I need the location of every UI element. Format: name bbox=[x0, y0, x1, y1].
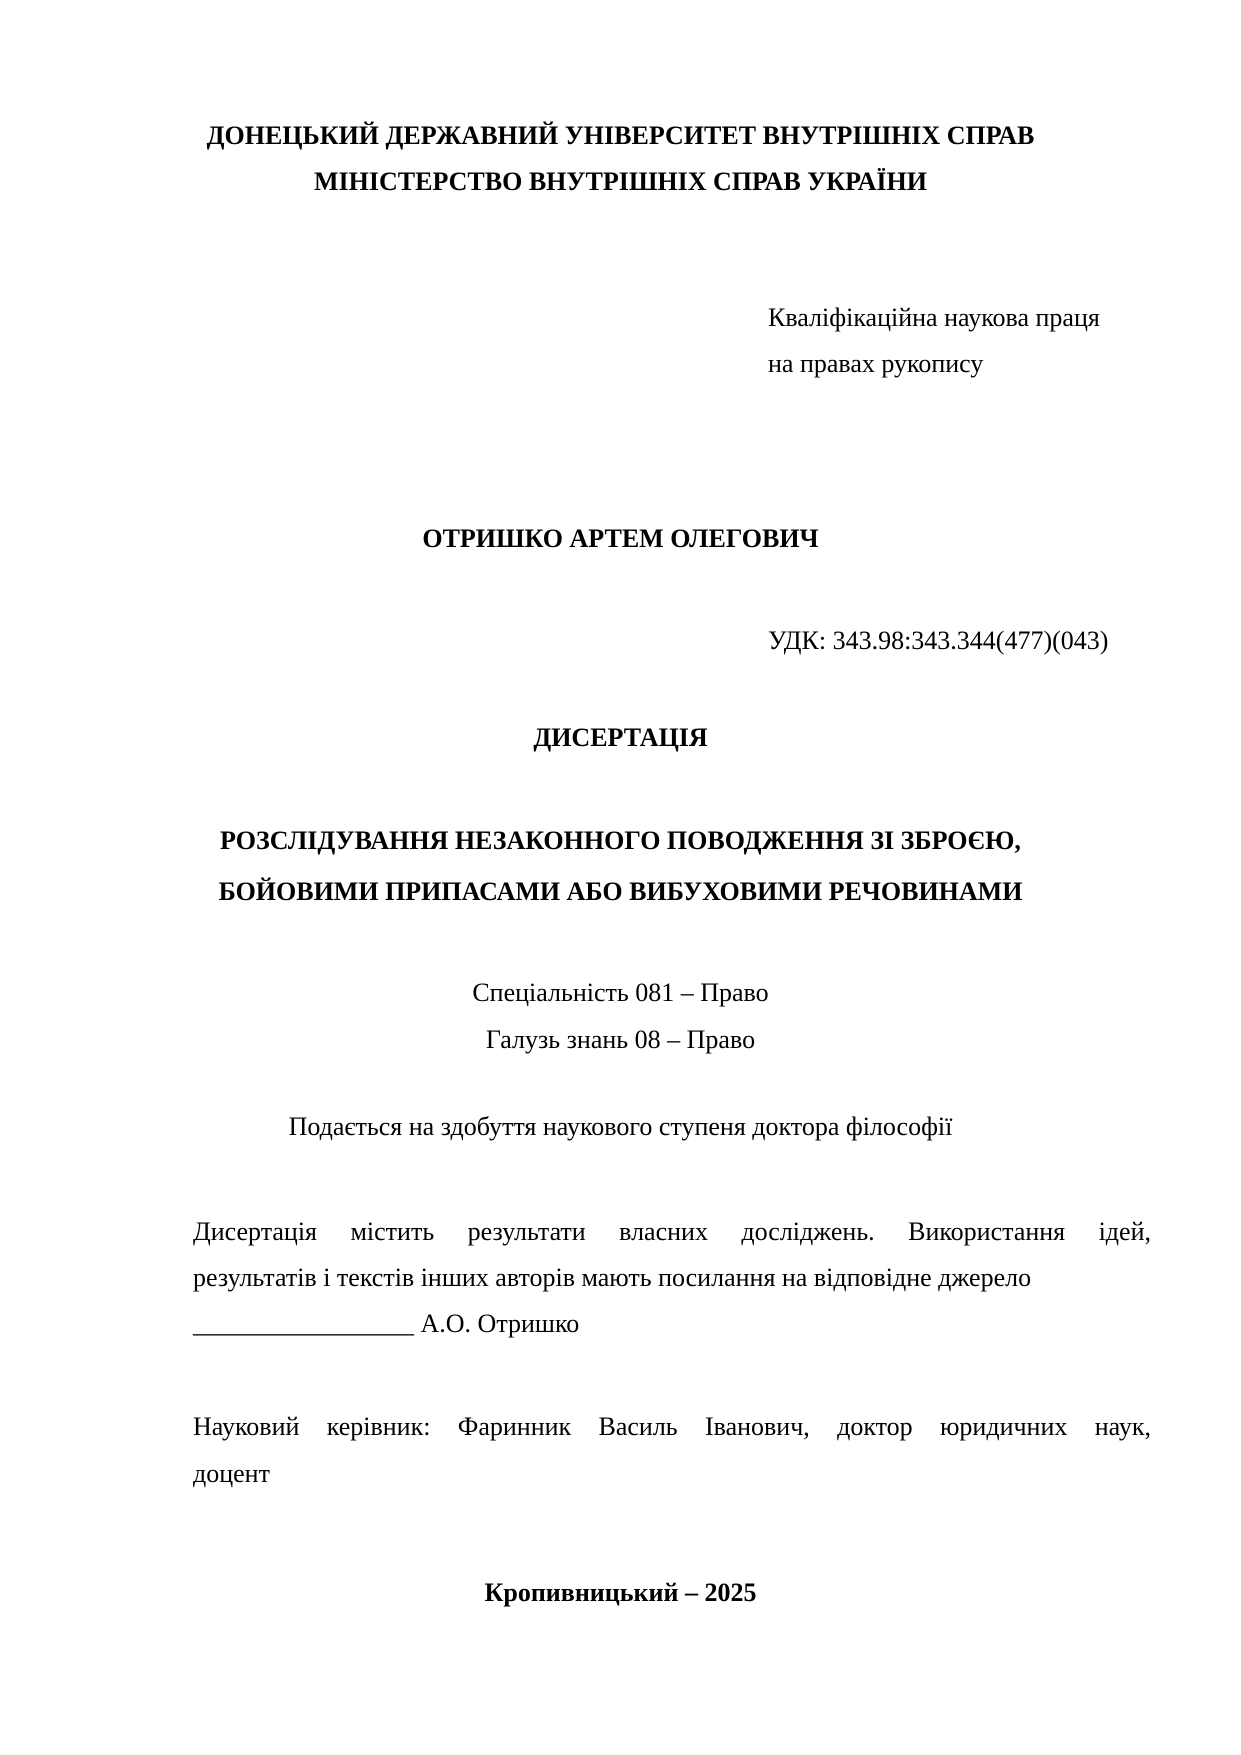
university-name: ДОНЕЦЬКИЙ ДЕРЖАВНИЙ УНІВЕРСИТЕТ ВНУТРІШНІХ СПРАВ bbox=[206, 121, 1035, 150]
originality-line2: результатів і текстів інших авторів мають посилання на відповідне джерело bbox=[193, 1263, 1032, 1292]
signature-blank: _________________ bbox=[193, 1309, 414, 1338]
signature-line bbox=[193, 1308, 579, 1340]
author-name: ОТРИШКО АРТЕМ ОЛЕГОВИЧ bbox=[422, 524, 819, 553]
field-of-knowledge: Галузь знань 08 – Право bbox=[485, 1025, 756, 1054]
document-type: ДИСЕРТАЦІЯ bbox=[533, 723, 708, 752]
manuscript-note-line1: Кваліфікаційна наукова праця bbox=[768, 303, 1100, 332]
supervisor-line2: доцент bbox=[193, 1459, 270, 1488]
signature-name: А.О. Отришко bbox=[420, 1309, 580, 1338]
specialty: Спеціальність 081 – Право bbox=[472, 978, 769, 1007]
ministry-name: МІНІСТЕРСТВО ВНУТРІШНІХ СПРАВ УКРАЇНИ bbox=[313, 167, 927, 196]
degree-statement: Подається на здобуття наукового ступеня доктора філософії bbox=[288, 1112, 953, 1141]
city-year: Кропивницький – 2025 bbox=[484, 1578, 757, 1607]
manuscript-note-line2: на правах рукопису bbox=[768, 349, 984, 378]
dissertation-title-line2: БОЙОВИМИ ПРИПАСАМИ АБО ВИБУХОВИМИ РЕЧОВИНАМИ bbox=[218, 877, 1023, 906]
udc-code: УДК: 343.98:343.344(477)(043) bbox=[768, 626, 1109, 655]
supervisor-line1: Науковий керівник: Фаринник Василь Іванович, доктор юридичних наук, bbox=[193, 1412, 1151, 1441]
originality-line1: Дисертація містить результати власних досліджень. Використання ідей, bbox=[193, 1217, 1151, 1246]
dissertation-title-line1: РОЗСЛІДУВАННЯ НЕЗАКОННОГО ПОВОДЖЕННЯ ЗІ ЗБРОЄЮ, bbox=[220, 826, 1021, 855]
